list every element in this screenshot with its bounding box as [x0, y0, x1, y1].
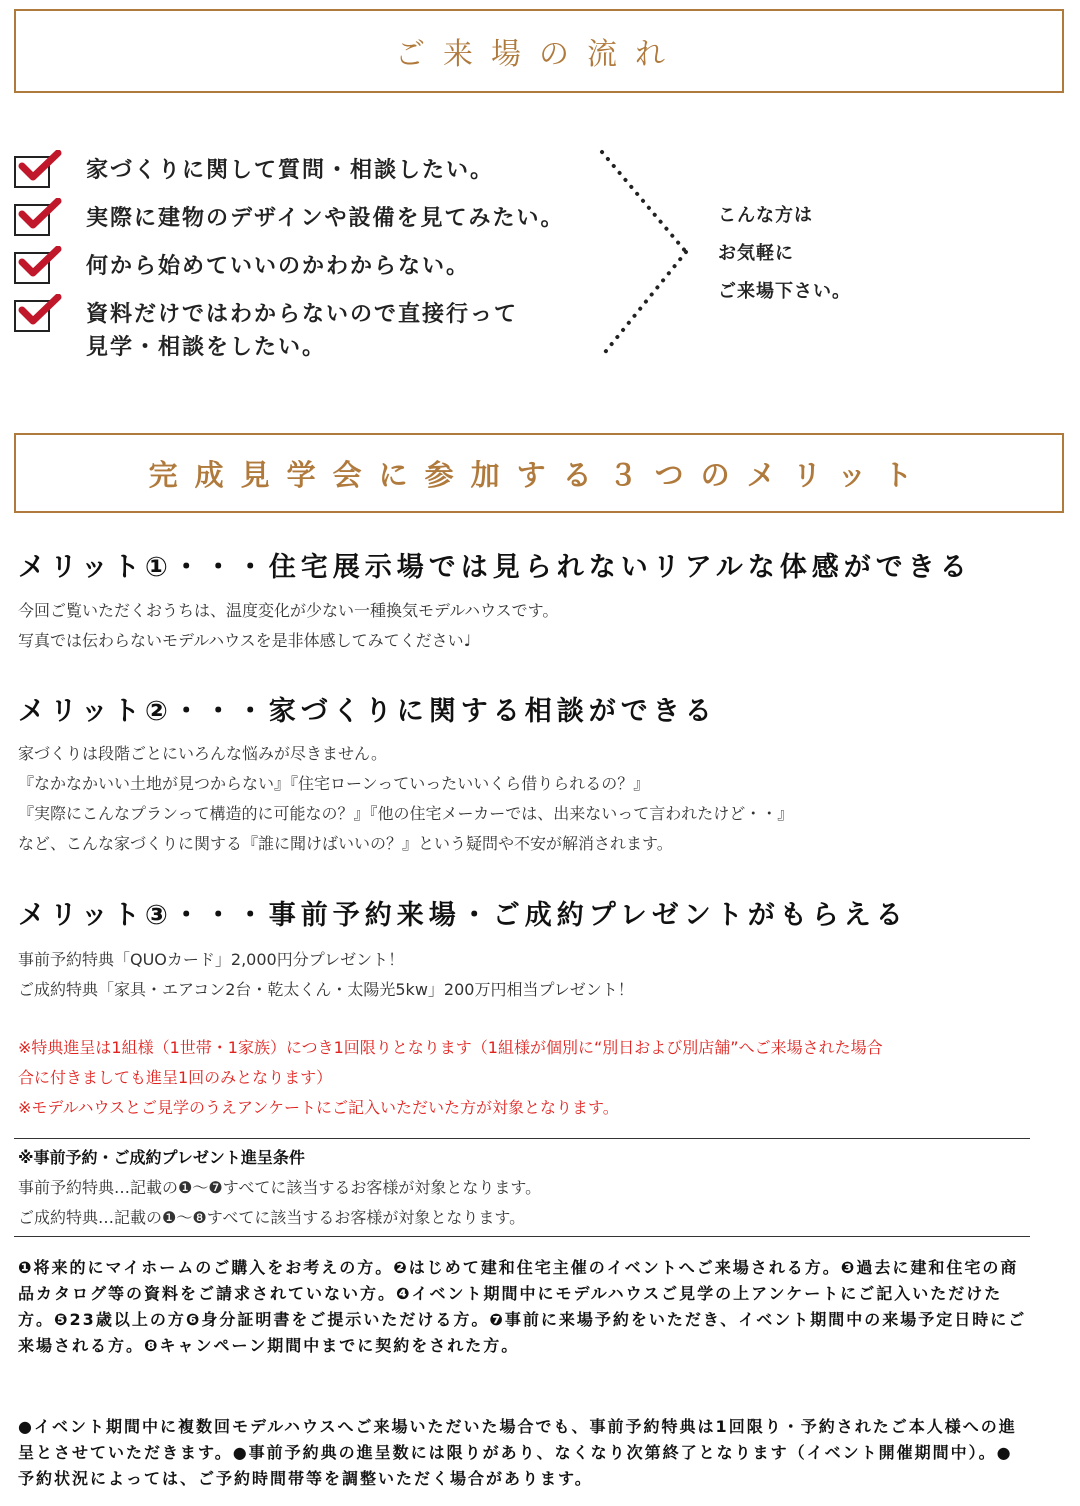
- conditions-line: ご成約特典…記載の❶〜❽すべてに該当するお客様が対象となります。: [18, 1208, 526, 1227]
- conditions-block: [18, 1143, 541, 1233]
- checklist-text: 家づくりに関して質問・相談したい。: [86, 158, 495, 183]
- merit-3-heading: メリット③・・・事前予約来場・ご成約プレゼントがもらえる: [18, 900, 908, 931]
- checkbox-checked-icon: [14, 198, 56, 236]
- checklist-item: [14, 246, 614, 284]
- body-line: 事前予約特典「QUOカード」2,000円分プレゼント！: [18, 950, 405, 969]
- divider: [14, 1138, 1030, 1139]
- notice-line: ※特典進呈は1組様（1世帯・1家族）につき1回限りとなります（1組様が個別に“別日および別店舗”へご来場された場合: [18, 1038, 883, 1057]
- side-note-line: こんな方は: [718, 205, 813, 226]
- section-title-merits: 完成見学会に参加する３つのメリット: [14, 433, 1064, 513]
- side-note-line: ご来場下さい。: [718, 281, 851, 302]
- checklist-item: [14, 150, 614, 188]
- conditions-line: 事前予約特典…記載の❶〜❼すべてに該当するお客様が対象となります。: [18, 1178, 542, 1197]
- merit-3-body: [18, 945, 634, 1005]
- section-title-visit-flow: ご来場の流れ: [14, 9, 1064, 93]
- side-note: [718, 197, 851, 311]
- checklist-text: 資料だけではわからないので直接行って 見学・相談をしたい。: [86, 302, 519, 360]
- body-line: 写真では伝わらないモデルハウスを是非体感してみてください♩: [18, 631, 472, 650]
- conditions-heading: ※事前予約・ご成約プレゼント進呈条件: [18, 1148, 305, 1167]
- checklist: [14, 150, 614, 370]
- body-line: 『なかなかいい土地が見つからない』『住宅ローンっていったいいくら借りられるの？』: [18, 774, 650, 793]
- checklist-text: 実際に建物のデザインや設備を見てみたい。: [86, 206, 565, 231]
- dotted-chevron-icon: [598, 148, 694, 362]
- criteria-list: ❶将来的にマイホームのご購入をお考えの方。❷はじめて建和住宅主催のイベントへご来場される方。❸過去に建和住宅の商品カタログ等の資料をご請求されていない方。❹イベント期間中にモデルハウスご見学の上アンケートにご記入いただけた方。❺23歳以上の方❻身分証明書をご提示いただける方。❼事前に来場予約をいただき、イベント期間中の来場予定日時にご来場される方。❽キャンペーン期間中までに契約をされた方。: [18, 1258, 1027, 1355]
- merit-2-body: [18, 739, 793, 859]
- checkbox-checked-icon: [14, 150, 56, 188]
- body-line: 家づくりは段階ごとにいろんな悩みが尽きません。: [18, 744, 387, 763]
- notice-line: 合に付きましても進呈1回のみとなります）: [18, 1068, 333, 1087]
- merit-1-body: [18, 596, 558, 656]
- checklist-item: [14, 198, 614, 236]
- checklist-text: 何から始めていいのかわからない。: [86, 254, 471, 279]
- footnote: ●イベント期間中に複数回モデルハウスへご来場いただいた場合でも、事前予約特典は1回限り・予約されたご本人様への進呈とさせていただきます。●事前予約典の進呈数には限りがあり、なくなり次第終了となります（イベント開催期間中）。●予約状況によっては、ご予約時間帯等を調整いただく場合があります。: [18, 1417, 1017, 1488]
- merit-2-heading: メリット②・・・家づくりに関する相談ができる: [18, 696, 717, 727]
- checklist-item: [14, 294, 614, 364]
- checkbox-checked-icon: [14, 246, 56, 284]
- merit-3-notice: [18, 1033, 883, 1123]
- checkbox-checked-icon: [14, 294, 56, 332]
- side-note-line: お気軽に: [718, 243, 794, 264]
- body-line: など、こんな家づくりに関する『誰に聞けばいいの？』という疑問や不安が解消されます。: [18, 834, 673, 853]
- body-line: ご成約特典「家具・エアコン2台・乾太くん・太陽光5kw」200万円相当プレゼント！: [18, 980, 634, 999]
- merit-1-heading: メリット①・・・住宅展示場では見られないリアルな体感ができる: [18, 552, 972, 583]
- body-line: 今回ご覧いただくおうちは、温度変化が少ない一種換気モデルハウスです。: [18, 601, 559, 620]
- body-line: 『実際にこんなプランって構造的に可能なの？』『他の住宅メーカーでは、出来ないって言われたけど・・』: [18, 804, 794, 823]
- notice-line: ※モデルハウスとご見学のうえアンケートにご記入いただいた方が対象となります。: [18, 1098, 619, 1117]
- divider: [14, 1236, 1030, 1237]
